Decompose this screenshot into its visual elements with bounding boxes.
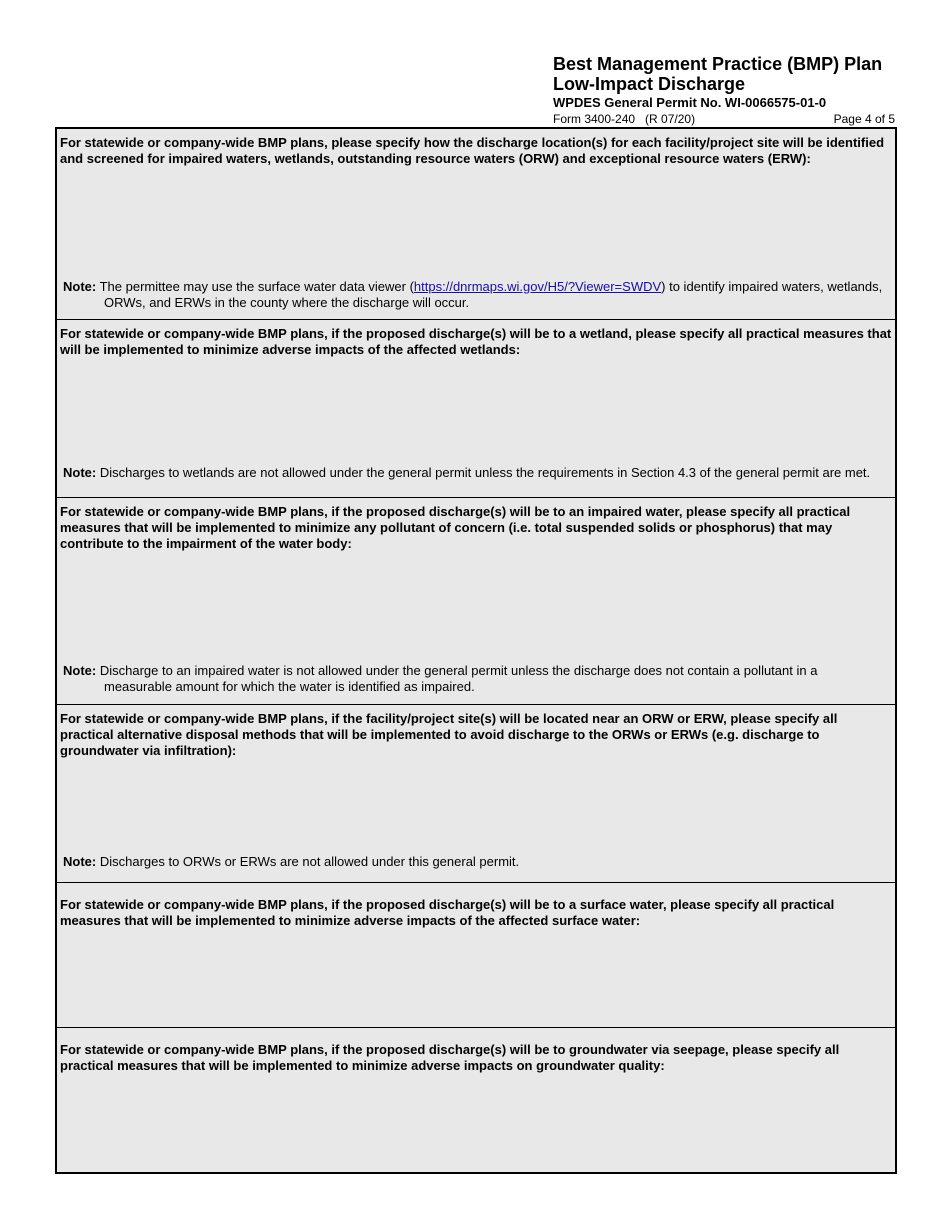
section-note	[63, 465, 887, 481]
section-orw-erw[interactable]	[57, 705, 895, 883]
form-number: Form 3400-240 (R 07/20)	[553, 112, 696, 126]
section-note	[63, 663, 887, 695]
section-question: For statewide or company-wide BMP plans, if the proposed discharge(s) will be to groundwater via seepage, please specify all practical measures that will be implemented to minimize adverse impacts on groundwater quality:	[60, 1042, 840, 1073]
surface-water-viewer-link[interactable]: https://dnrmaps.wi.gov/H5/?Viewer=SWDV	[413, 279, 662, 294]
section-note	[63, 279, 887, 311]
page-number: Page 4 of 5	[833, 112, 895, 126]
form-header	[553, 54, 896, 111]
note-text: Discharges to ORWs or ERWs are not allowed under this general permit.	[99, 854, 520, 869]
section-surface-water[interactable]	[57, 883, 895, 1028]
section-wetland[interactable]	[57, 320, 895, 498]
section-note	[63, 854, 887, 870]
note-text: Discharges to wetlands are not allowed under the general permit unless the requirements in Section 4.3 of the general permit are met.	[99, 465, 871, 480]
bmp-form	[55, 127, 897, 1174]
section-screening[interactable]	[57, 129, 895, 320]
section-question: For statewide or company-wide BMP plans, if the proposed discharge(s) will be to a wetland, please specify all practical measures that will be implemented to minimize adverse impacts of the affected wetlands:	[60, 326, 892, 357]
section-question: For statewide or company-wide BMP plans, if the proposed discharge(s) will be to an impaired water, please specify all practical measures that will be implemented to minimize any pollutant of concern (i.e. total suspended solids or phosphorus) that may contribute to the impairment of the water body:	[60, 504, 851, 551]
note-label: Note:	[63, 854, 97, 869]
note-label: Note:	[63, 663, 97, 678]
note-label: Note:	[63, 465, 97, 480]
note-text: Discharge to an impaired water is not allowed under the general permit unless the discharge does not contain a pollutant in a measurable amount for which the water is identified as impaired.	[99, 663, 818, 694]
section-impaired-water[interactable]	[57, 498, 895, 705]
form-info-row	[553, 112, 895, 126]
note-text-after: ) to identify impaired waters, wetlands, ORWs, and ERWs in the county where the discharge will occur.	[104, 279, 883, 310]
form-subtitle: Low-Impact Discharge	[553, 74, 746, 94]
section-question: For statewide or company-wide BMP plans, if the facility/project site(s) will be located near an ORW or ERW, please specify all practical alternative disposal methods that will be implemented to avoid discharge to the ORWs or ERWs (e.g. discharge to groundwater via infiltration):	[60, 711, 838, 758]
permit-number: WPDES General Permit No. WI-0066575-01-0	[553, 95, 827, 110]
note-label: Note:	[63, 279, 97, 294]
section-groundwater[interactable]	[57, 1028, 895, 1173]
note-text-before: The permittee may use the surface water data viewer (	[99, 279, 414, 294]
section-question: For statewide or company-wide BMP plans, please specify how the discharge location(s) for each facility/project site will be identified and screened for impaired waters, wetlands, outstanding resource waters (ORW) and exceptional resource waters (ERW):	[60, 135, 885, 166]
form-title: Best Management Practice (BMP) Plan	[553, 54, 883, 74]
section-question: For statewide or company-wide BMP plans, if the proposed discharge(s) will be to a surface water, please specify all practical measures that will be implemented to minimize adverse impacts of the affected surface water:	[60, 897, 835, 928]
